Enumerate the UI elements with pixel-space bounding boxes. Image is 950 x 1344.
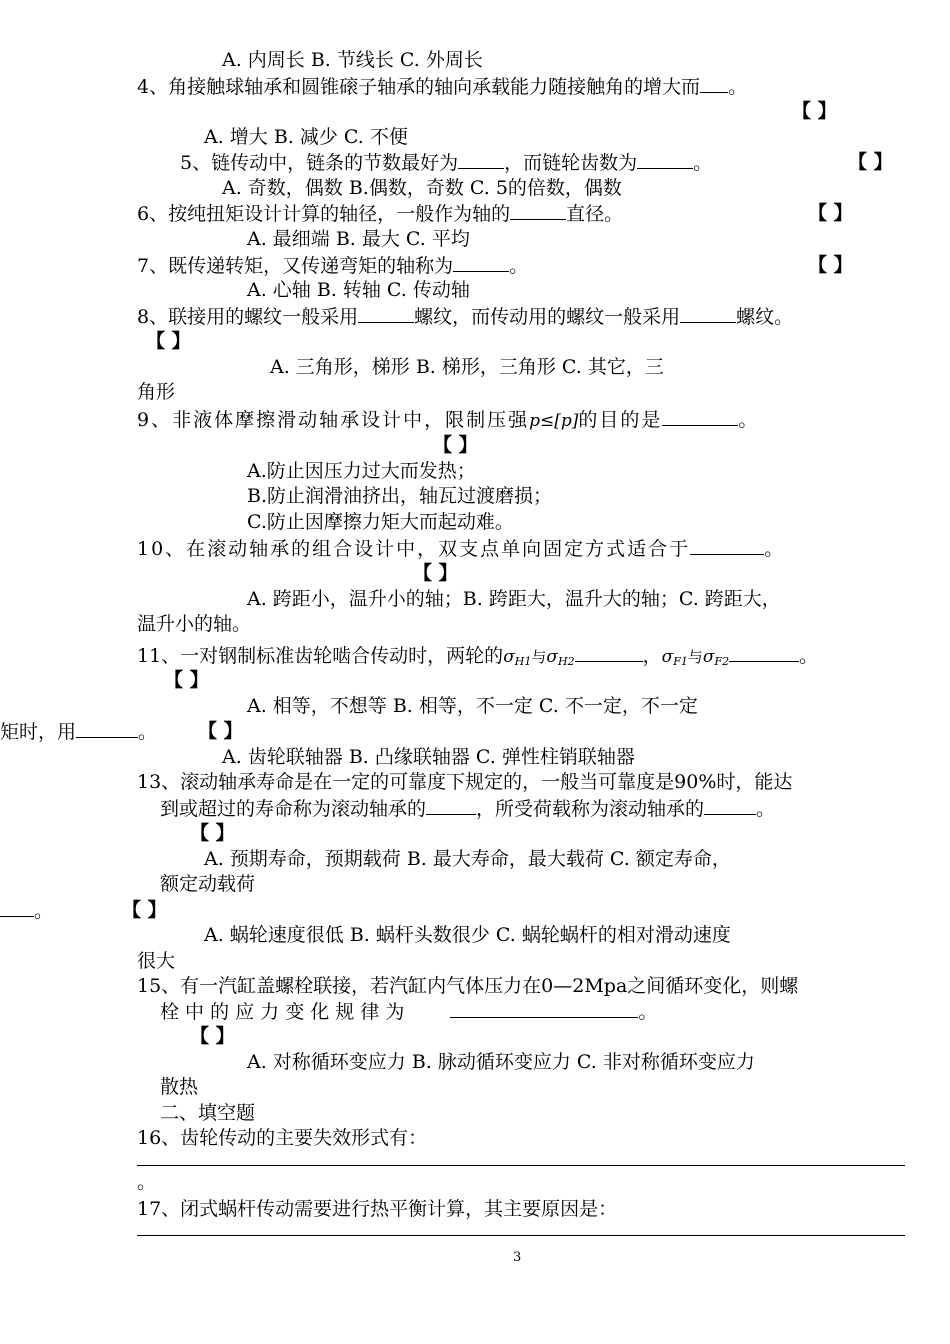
q4-options: A. 增大 B. 减少 C. 不便 [204, 126, 408, 148]
q6-options: A. 最细端 B. 最大 C. 平均 [247, 228, 470, 250]
q12-options: A. 齿轮联轴器 B. 凸缘联轴器 C. 弹性柱销联轴器 [222, 746, 635, 768]
q10-answer-bracket: 【 】 [413, 562, 458, 584]
q10-stem: 10、在滚动轴承的组合设计中，双支点单向固定方式适合于 。 [137, 538, 786, 560]
q7-answer-bracket: 【 】 [808, 254, 853, 276]
q17-answer-line [137, 1235, 905, 1236]
q4-answer-bracket: 【 】 [792, 100, 837, 122]
q12-answer-bracket: 【 】 [198, 720, 243, 742]
q9-option-a: A.防止因压力过大而发热； [247, 460, 476, 482]
q12-stem-fragment: 矩时，用 。 [0, 721, 158, 743]
q8-options: A. 三角形，梯形 B. 梯形，三角形 C. 其它，三 [270, 356, 664, 378]
q13-stem-line2: 到或超过的寿命称为滚动轴承的 ，所受荷载称为滚动轴承的 。 [160, 798, 776, 820]
q14-answer-bracket: 【 】 [122, 899, 167, 921]
section-title-fill-blank: 二、填空题 [160, 1102, 256, 1124]
q4-stem: 4、角接触球轴承和圆锥磙子轴承的轴向承载能力随接触角的增大而 。 [137, 76, 748, 98]
q15-options-wrap: 散热 [160, 1076, 199, 1098]
q17-stem: 17、闭式蜗杆传动需要进行热平衡计算，其主要原因是： [137, 1198, 618, 1220]
q5-options: A. 奇数，偶数 B.偶数，奇数 C. 5的倍数，偶数 [222, 177, 622, 199]
q9-option-b: B.防止润滑油挤出，轴瓦过渡磨损； [247, 485, 553, 507]
q14-options-wrap: 很大 [137, 950, 176, 972]
q13-answer-bracket: 【 】 [190, 822, 235, 844]
q9-answer-bracket: 【 】 [433, 434, 478, 456]
q7-stem: 7、既传递转矩，又传递弯矩的轴称为 。 [137, 255, 529, 277]
q3-options: A. 内周长 B. 节线长 C. 外周长 [222, 49, 483, 71]
q15-options: A. 对称循环变应力 B. 脉动循环变应力 C. 非对称循环变应力 [247, 1051, 755, 1073]
q10-options: A. 跨距小，温升小的轴；B. 跨距大，温升大的轴；C. 跨距大， [247, 588, 781, 610]
q5-answer-bracket: 【 】 [848, 151, 893, 173]
q6-stem: 6、按纯扭矩设计计算的轴径，一般作为轴的 直径。 [137, 203, 624, 225]
q13-stem-line1: 13、滚动轴承寿命是在一定的可靠度下规定的，一般当可靠度是90%时，能达 [137, 771, 793, 793]
q5-stem: 5、链传动中，链条的节数最好为 ，而链轮齿数为 。 [180, 152, 713, 174]
q9-pressure-formula: p≤[p] [529, 411, 579, 431]
q13-options-wrap: 额定动载荷 [160, 873, 256, 895]
q8-stem: 8、联接用的螺纹一般采用 螺纹，而传动用的螺纹一般采用 螺纹。 [137, 306, 794, 328]
q11-answer-bracket: 【 】 [164, 669, 209, 691]
q11-options: A. 相等，不想等 B. 相等，不一定 C. 不一定，不一定 [247, 695, 698, 717]
q7-options: A. 心轴 B. 转轴 C. 传动轴 [247, 279, 470, 301]
q15-stem-line1: 15、有一汽缸盖螺栓联接，若汽缸内气体压力在0—2Mpa之间循环变化，则螺 [137, 975, 799, 997]
q15-stem-line2: 栓 中 的 应 力 变 化 规 律 为 。 [160, 1001, 658, 1023]
q13-options: A. 预期寿命，预期载荷 B. 最大寿命，最大载荷 C. 额定寿命， [204, 848, 731, 870]
page-number: 3 [513, 1250, 522, 1265]
q10-options-wrap: 温升小的轴。 [137, 613, 252, 635]
q16-stem: 16、齿轮传动的主要失效形式有： [137, 1127, 428, 1149]
q11-stem: 11、一对钢制标准齿轮啮合传动时，两轮的$\sigma_{H1}$与$\sigma_{H2}$ ，$\sigma_{F1}$与$\sigma_{F2}$ 。 [137, 645, 819, 668]
q9-stem: 9、非液体摩擦滑动轴承设计中，限制压强p≤[p]的目的是 。 [137, 409, 760, 431]
q9-option-c: C.防止因摩擦力矩大而起动难。 [247, 511, 514, 533]
q6-answer-bracket: 【 】 [808, 202, 853, 224]
q8-answer-bracket: 【 】 [146, 330, 191, 352]
q16-end-mark: 。 [137, 1171, 157, 1193]
q15-answer-bracket: 【 】 [190, 1025, 235, 1047]
q14-stem-fragment: 。 [0, 898, 53, 923]
q16-answer-line [137, 1165, 905, 1166]
q8-options-wrap: 角形 [137, 381, 176, 403]
q14-options: A. 蜗轮速度很低 B. 蜗杆头数很少 C. 蜗轮蜗杆的相对滑动速度 [204, 924, 731, 946]
